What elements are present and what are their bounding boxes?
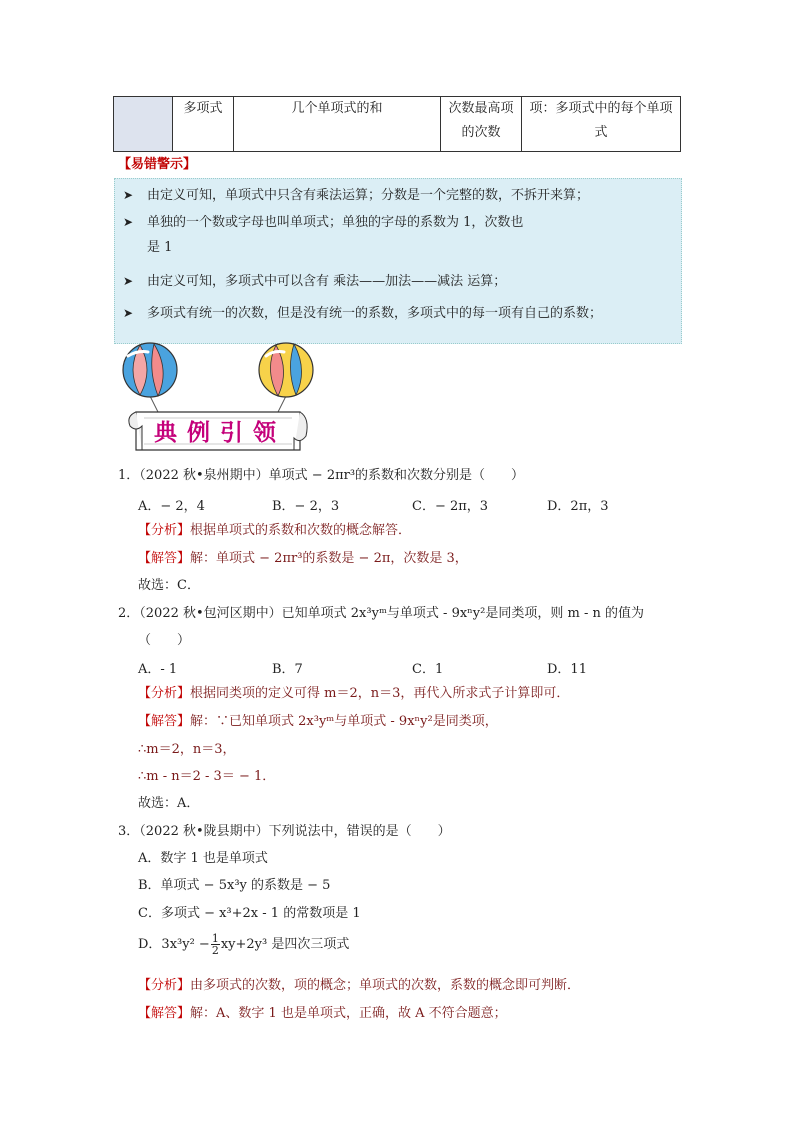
question-2-stem: 2．（2022 秋•包河区期中）已知单项式 2x³yᵐ与单项式 - 9xⁿy²是同类项，则 m - n 的值为 bbox=[118, 606, 644, 621]
definition-table bbox=[113, 96, 681, 152]
table-row bbox=[114, 97, 681, 152]
question-3-analysis: 【分析】由多项式的次数，项的概念；单项式的次数，系数的概念即可判断． bbox=[138, 978, 581, 993]
arrow-icon: ➤ bbox=[123, 215, 134, 229]
question-1-choice: 故选：C． bbox=[138, 578, 200, 593]
fraction: $\frac{1}{2}$ bbox=[211, 932, 219, 957]
question-1-option-d: D．2π，3 bbox=[547, 499, 609, 514]
question-1-analysis: 【分析】根据单项式的系数和次数的概念解答． bbox=[138, 523, 412, 538]
warning-box bbox=[114, 178, 682, 344]
question-1-stem: 1．（2022 秋•泉州期中）单项式 − 2πr³的系数和次数分别是（ ） bbox=[118, 468, 525, 483]
question-3-option-b: B．单项式 − 5x³y 的系数是 − 5 bbox=[138, 878, 331, 893]
beach-ball-icon-right bbox=[259, 343, 313, 397]
warning-title: 【易错警示】 bbox=[118, 157, 197, 172]
arrow-icon: ➤ bbox=[123, 274, 134, 288]
table-cell-definition: 几个单项式的和 bbox=[234, 97, 441, 152]
beach-ball-icon-left bbox=[123, 343, 177, 397]
warning-item-continuation: 是 1 bbox=[147, 240, 173, 255]
question-2-option-c: C．1 bbox=[412, 662, 444, 677]
question-1-option-c: C．− 2π，3 bbox=[412, 499, 489, 514]
question-1-option-a: A．− 2，4 bbox=[138, 499, 205, 514]
analysis-tag: 【分析】 bbox=[138, 686, 191, 701]
question-2-stem-cont: （ ） bbox=[138, 633, 191, 648]
table-cell-name: 多项式 bbox=[173, 97, 234, 152]
warning-item: ➤ 多项式有统一的次数，但是没有统一的系数，多项式中的每一项有自己的系数； bbox=[123, 301, 602, 326]
question-2-step-2: ∴m - n＝2 - 3＝ − 1． bbox=[138, 769, 276, 784]
question-3-option-d: D．3x³y² − $\frac{1}{2}$ xy+2y³ 是四次三项式 bbox=[138, 932, 350, 957]
table-cell-term: 项：多项式中的每个单项式 bbox=[522, 97, 681, 152]
table-shaded-cell bbox=[114, 97, 173, 152]
question-3-option-c: C．多项式 − x³+2x - 1 的常数项是 1 bbox=[138, 906, 361, 921]
answer-tag: 【解答】 bbox=[138, 551, 191, 566]
answer-tag: 【解答】 bbox=[138, 714, 191, 729]
table-cell-degree: 次数最高项的次数 bbox=[441, 97, 522, 152]
question-2-step-1: ∴m＝2，n＝3， bbox=[138, 742, 236, 757]
question-1-answer: 【解答】解：单项式 − 2πr³的系数是 − 2π，次数是 3， bbox=[138, 551, 468, 566]
question-2-option-d: D．11 bbox=[547, 662, 587, 677]
answer-tag: 【解答】 bbox=[138, 1006, 191, 1021]
warning-item: ➤ 单独的一个数或字母也叫单项式；单独的字母的系数为 1，次数也 bbox=[123, 210, 523, 235]
string-line-right bbox=[278, 396, 286, 412]
question-3-answer: 【解答】解：A、数字 1 也是单项式，正确，故 A 不符合题意； bbox=[138, 1006, 507, 1021]
question-2-option-b: B．7 bbox=[272, 662, 303, 677]
banner-title: 典例引领 bbox=[154, 419, 286, 446]
question-1-option-b: B．− 2，3 bbox=[272, 499, 340, 514]
arrow-icon: ➤ bbox=[123, 306, 134, 320]
analysis-tag: 【分析】 bbox=[138, 523, 191, 538]
analysis-tag: 【分析】 bbox=[138, 978, 191, 993]
question-2-choice: 故选：A． bbox=[138, 796, 200, 811]
question-3-stem: 3．（2022 秋•陇县期中）下列说法中，错误的是（ ） bbox=[118, 824, 451, 839]
warning-item: ➤ 由定义可知，单项式中只含有乘法运算；分数是一个完整的数，不拆开来算； bbox=[123, 183, 589, 208]
warning-item: ➤ 由定义可知，多项式中可以含有 乘法——加法——减法 运算； bbox=[123, 269, 506, 294]
question-2-answer: 【解答】解：∵已知单项式 2x³yᵐ与单项式 - 9xⁿy²是同类项， bbox=[138, 714, 498, 729]
arrow-icon: ➤ bbox=[123, 188, 134, 202]
question-2-option-a: A．- 1 bbox=[138, 662, 178, 677]
question-3-option-a: A．数字 1 也是单项式 bbox=[138, 851, 268, 866]
question-2-analysis: 【分析】根据同类项的定义可得 m＝2，n＝3，再代入所求式子计算即可． bbox=[138, 686, 570, 701]
string-line-left bbox=[150, 396, 158, 412]
